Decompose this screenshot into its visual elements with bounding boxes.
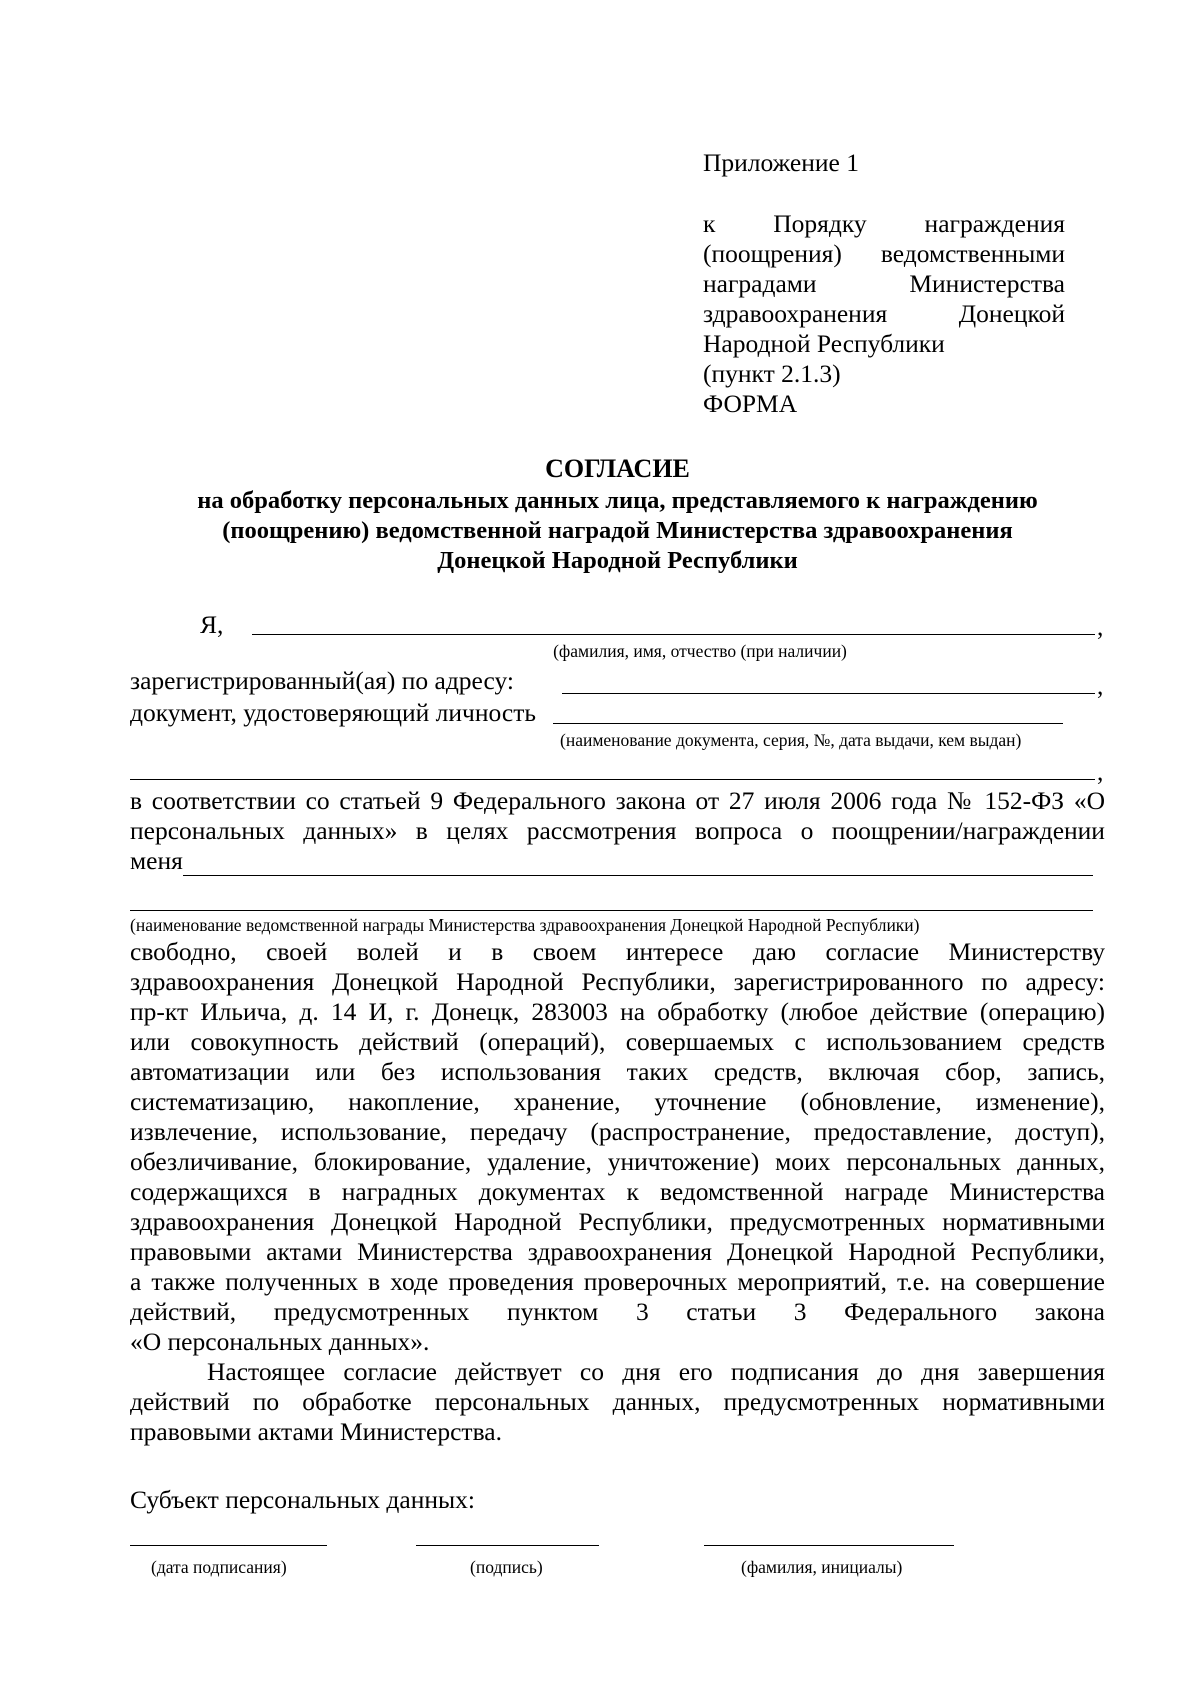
fio-comma: , [1097, 612, 1104, 641]
consent-line: извлечение, использование, передачу (распространение, предоставление, доступ), [130, 1117, 1105, 1146]
award-hint: (наименование ведомственной награды Министерства здравоохранения Донецкой Народной Республики) [130, 915, 920, 935]
name-hint: (фамилия, инициалы) [741, 1557, 903, 1577]
consent-line: действий, предусмотренных пунктом 3 статьи 3 Федерального закона [130, 1297, 1105, 1326]
word: поощрении/награждении [831, 816, 1105, 845]
word: целях [446, 816, 509, 845]
appendix-title: Приложение 1 [703, 148, 859, 177]
word: рассмотрения [526, 816, 677, 845]
award-input-line[interactable] [183, 875, 1093, 876]
consent-line: правовыми актами Министерства здравоохранения Донецкой Народной Республики, [130, 1237, 1105, 1266]
word: наградами [703, 269, 817, 298]
subtitle-line-2: (поощрению) ведомственной наградой Министерства здравоохранения [222, 517, 1013, 544]
validity-line: действий по обработке персональных данных, предусмотренных нормативными [130, 1387, 1105, 1416]
consent-line: свободно, своей волей и в своем интересе даю согласие Министерству [130, 937, 1105, 966]
consent-line: содержащихся в наградных документах к ведомственной награде Министерства [130, 1177, 1105, 1206]
appendix-line-2 [703, 239, 1065, 269]
document-label: документ, удостоверяющий личность [130, 698, 536, 727]
subject-label: Субъект персональных данных: [130, 1485, 475, 1514]
word: вопроса [694, 816, 783, 845]
word: Порядку [773, 209, 867, 238]
consent-line: или совокупность действий (операций), совершаемых с использованием средств [130, 1027, 1105, 1056]
consent-line: а также полученных в ходе проведения проверочных мероприятий, т.е. на совершение [130, 1267, 1105, 1296]
consent-paragraph [130, 937, 1105, 1357]
fio-input-line[interactable] [252, 634, 1095, 635]
word: здравоохранения [703, 299, 888, 328]
word: ведомственными [880, 239, 1065, 268]
signature-hint: (подпись) [470, 1557, 543, 1577]
fio-hint: (фамилия, имя, отчество (при наличии) [553, 641, 847, 661]
word: к [703, 209, 716, 238]
date-input-line[interactable] [130, 1545, 327, 1546]
signature-input-line[interactable] [416, 1545, 599, 1546]
appendix-line-3 [703, 269, 1065, 299]
consent-line: обезличивание, блокирование, удаление, уничтожение) моих персональных данных, [130, 1147, 1105, 1176]
document-comma: , [1097, 757, 1104, 786]
purpose-block [130, 786, 1105, 876]
consent-line: автоматизации или без использования таких средств, включая сбор, запись, [130, 1057, 1105, 1086]
consent-line: систематизацию, накопление, хранение, уточнение (обновление, изменение), [130, 1087, 1105, 1116]
consent-line: здравоохранения Донецкой Народной Республики, зарегистрированного по адресу: [130, 967, 1105, 996]
form-label: ФОРМА [703, 389, 798, 418]
word: Министерства [909, 269, 1065, 298]
me-label: меня [130, 846, 183, 875]
subtitle-line-1: на обработку персональных данных лица, представляемого к награждению [197, 487, 1038, 514]
address-input-line[interactable] [562, 693, 1095, 694]
purpose-line-2 [130, 816, 1105, 846]
document-hint: (наименование документа, серия, №, дата выдачи, кем выдан) [560, 730, 1022, 750]
word: персональных [130, 816, 285, 845]
subtitle-line-3: Донецкой Народной Республики [437, 547, 798, 574]
date-hint: (дата подписания) [151, 1557, 287, 1577]
appendix-line-5: Народной Республики [703, 329, 945, 358]
document-input-line[interactable] [553, 723, 1063, 724]
appendix-reference [703, 209, 1065, 419]
purpose-line-1: в соответствии со статьей 9 Федерального закона от 27 июля 2006 года № 152-ФЗ «О [130, 786, 1105, 815]
word: в [415, 816, 428, 845]
word: награждения [924, 209, 1065, 238]
appendix-line-1 [703, 209, 1065, 239]
validity-line: Настоящее согласие действует со дня его подписания до дня завершения [207, 1357, 1105, 1386]
consent-line: пр-кт Ильича, д. 14 И, г. Донецк, 283003 на обработку (любое действие (операцию) [130, 997, 1105, 1026]
i-label: Я, [200, 610, 224, 639]
document-subtitle [0, 486, 1200, 576]
document-continuation-line[interactable] [130, 779, 1095, 780]
appendix-line-6: (пункт 2.1.3) [703, 359, 841, 388]
document-title: СОГЛАСИЕ [545, 454, 690, 483]
consent-line-last: «О персональных данных». [130, 1327, 430, 1356]
word: о [800, 816, 814, 845]
name-input-line[interactable] [704, 1545, 954, 1546]
appendix-line-4 [703, 299, 1065, 329]
address-comma: , [1097, 671, 1104, 700]
validity-line-last: правовыми актами Министерства. [130, 1417, 502, 1446]
address-label: зарегистрированный(ая) по адресу: [130, 666, 514, 695]
word: (поощрения) [703, 239, 842, 268]
validity-paragraph [130, 1357, 1105, 1447]
consent-line: здравоохранения Донецкой Народной Республики, предусмотренных нормативными [130, 1207, 1105, 1236]
word: данных» [303, 816, 398, 845]
word: Донецкой [958, 299, 1065, 328]
award-continuation-line[interactable] [130, 910, 1093, 911]
